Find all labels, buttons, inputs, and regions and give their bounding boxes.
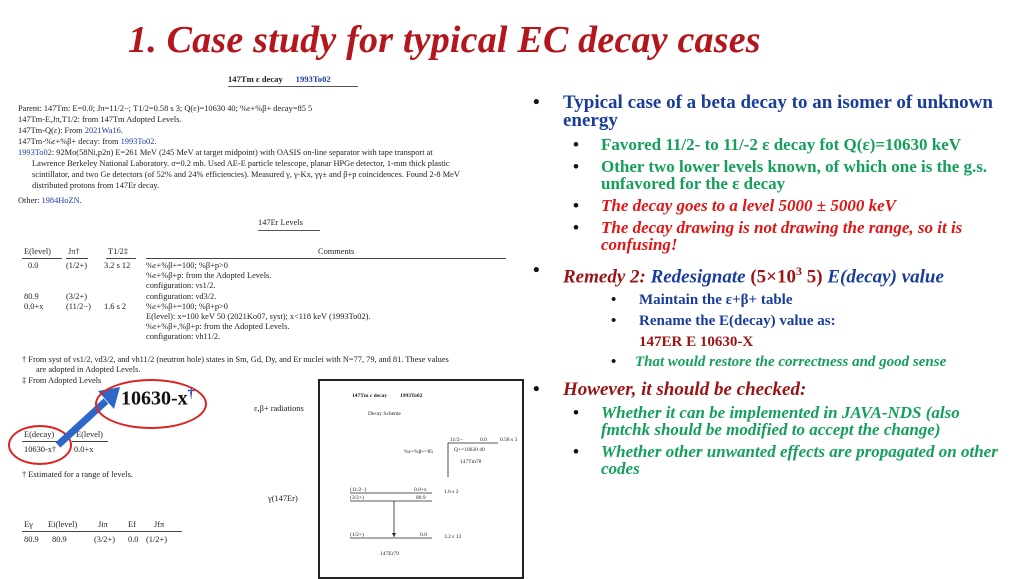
gcol-eilevel: Ei(level) [48,520,78,529]
footnote-1: † From syst of νs1/2, νd3/2, and νh11/2 (neutron hole) states in Sm, Gd, Dy, and Er nuclei with N=77, 79, and 81. These values [22,355,449,364]
bullet-2-edecay: E(decay) value [827,266,944,288]
bullet-dot-icon: • [573,218,579,237]
row2-elevel: 80.9 [24,292,39,301]
bullet-1-sub-3 [533,197,1008,214]
row3-elevel: 0.0+x [24,302,44,311]
inset-lvl3-j: (1/2+) [350,532,364,538]
bullet-dot-icon: • [573,196,579,215]
col-elevel: E(level) [24,247,51,256]
gcol-jf: Jfπ [154,520,165,529]
bullet-2-sub-2-text: Rename the E(decay) value as: [639,313,836,330]
bullet-dot-icon: • [611,354,617,371]
inset-parent-t: 0.58 s 3 [500,437,518,443]
inset-daughter-nuc: 147Er79 [380,551,399,557]
bullet-1-sub-4 [533,219,1008,253]
inset-scheme-title: Decay Scheme [368,411,401,417]
callout-value [121,386,195,411]
doc-line-5-text: : 92Mo(58Ni,p2n) E=261 MeV (245 MeV at target midpoint) with OASIS on-line separator with tape transport at [51,148,433,157]
row1-jpi: (1/2+) [66,261,88,270]
bullet-1-text: Typical case of a beta decay to an isomer of unknown energy [563,92,993,131]
row1-comment-2: %ε+%β+p: from the Adopted Levels. [146,271,272,280]
doc-line-3: 147Tm-Q(ε): From 2021Wa16. [18,126,123,135]
bullet-2-range-end: 5) [806,266,823,288]
ref-link[interactable]: 1993To02 [18,148,52,157]
inset-lvl3-e: 0.0 [420,532,427,538]
callout-mark: † [187,386,195,401]
footnote-1b: are adopted in Adopted Levels. [36,365,141,374]
gamma-label: γ(147Er) [268,494,298,503]
gval-ji: (3/2+) [94,535,116,544]
bullet-3 [533,380,1008,400]
parent-line: Parent: 147Tm: E=0.0; Jπ=11/2−; T1/2=0.58 s 3; Q(ε)=10630 40; %ε+%β+ decay=85 5 [18,104,313,113]
bullet-list [533,94,1008,477]
slide-title: 1. Case study for typical EC decay cases [128,19,761,61]
footnote-2: ‡ From Adopted Levels [22,376,102,385]
elevel-value: 0.0+x [74,445,94,454]
levels-title: 147Er Levels [258,218,303,227]
doc-other-line: Other: 1984HoZN. [18,196,82,205]
bullet-2-code-line [533,333,1008,351]
bullet-1-sub-2 [533,158,1008,192]
inset-parent-e: 0.0 [480,437,487,443]
inset-q-value: Q+=10630 40 [454,447,485,453]
bullet-1-sub-1-text: Favored 11/2- to 11/-2 ε decay fot Q(ε)=10630 keV [601,135,962,154]
ref-link[interactable]: 2021Wa16 [84,126,121,135]
bullet-dot-icon: • [533,379,540,401]
bullet-2-sub-4-text: That would restore the correctness and good sense [635,354,947,371]
bullet-dot-icon: • [573,403,579,423]
row1-comment-1: %ε+%β+=100; %β+p>0 [146,261,228,270]
decay-scheme-inset [318,379,524,579]
gval-egamma: 80.9 [24,535,39,544]
col-jpi: Jπ† [68,247,80,256]
bullet-2-sub-1-text: Maintain the ε+β+ table [639,292,793,309]
bullet-2-exponent: 3 [795,264,802,278]
col-edecay: E(decay) [24,430,55,439]
bullet-2-sub-4 [533,354,1008,370]
gcol-egamma: Eγ [24,520,33,529]
ref-link[interactable]: 1993To02 [120,137,155,146]
gval-jf: (1/2+) [146,535,168,544]
inset-header: 147Tm ε decay [352,393,388,399]
bullet-1-sub-1 [533,136,1008,153]
bullet-dot-icon: • [573,442,579,462]
row3-comment-4: configuration: νh11/2. [146,332,221,341]
bullet-dot-icon: • [611,313,617,330]
callout-value-text: 10630-x [121,387,188,410]
row3-comment-3: %ε+%β+,%β+p: from the Adopted Levels. [146,322,290,331]
bullet-dot-icon: • [533,260,540,281]
edecay-value: 10630-x† [24,445,57,454]
ref-link[interactable]: 1984HoZN [41,196,80,205]
bullet-3-sub-1 [533,404,1008,438]
row3-comment-2: E(level): x=100 keV 50 (2021Ko07, syst); x<118 keV (1993To02). [146,312,371,321]
bullet-2-code-text: 147ER E 10630-X [639,334,754,351]
col-thalf: T1/2‡ [108,247,129,256]
row3-jpi: (11/2−) [66,302,91,311]
row3-comment-1: %ε+%β+=100; %β+p>0 [146,302,228,311]
bullet-3-sub-2-text: Whether other unwanted effects are propagated on other codes [601,442,998,479]
gcol-ji: Jiπ [98,520,108,529]
inset-lvl1-e: 0.0+x [414,487,427,493]
inset-lvl3-t: 3.2 s 12 [444,534,462,540]
bullet-2-sub-1 [533,291,1008,309]
bullet-1-sub-2-text: Other two lower levels known, of which one is the g.s. unfavored for the ε decay [601,157,988,193]
inset-lvl2-j: (3/2+) [350,495,364,501]
inset-branch: %ε+%β+=85 [404,449,434,455]
doc-line-5 [18,148,433,159]
doc-line-6: Lawrence Berkeley National Laboratory. σ=0.2 mb. Used AE-E particle telescope, planar HPGe detector, 1-mm thick plastic [32,159,450,168]
bullet-3-sub-1-text: Whether it can be implemented in JAVA-NDS (also fmtchk should be modified to accept the change) [601,403,960,440]
gcol-ef: Ef [128,520,136,529]
gval-ef: 0.0 [128,535,139,544]
doc-line-7: scintillator, and two Ge detectors (of 52% and 24% efficiencies). Measured γ, γ-Kx, γγ± and β+p coincidences. Found 2-8 MeV [32,170,460,179]
bullet-2-sub-2 [533,312,1008,330]
bullet-dot-icon: • [573,135,579,154]
doc-line-2: 147Tm-E,Jπ,T1/2: from 147Tm Adopted Levels. [18,115,182,124]
bullet-3-sub-2 [533,443,1008,477]
bullet-2-remedy: Remedy 2: [563,266,646,288]
row3-thalf: 1.6 s 2 [104,302,127,311]
bullet-1-sub-4-text: The decay drawing is not drawing the range, so it is confusing! [601,218,963,254]
decay-scheme-drawing [320,381,522,577]
bullet-3-text: However, it should be checked: [563,379,807,401]
doc-line-4-text: 147Tm-%ε+%β+ decay: from [18,137,119,146]
bullet-1 [533,94,1008,130]
inset-ref: 1993To02 [400,393,423,399]
inset-parent-jpi: 11/2− [450,437,463,443]
radiations-label: ε,β+ radiations [254,404,304,413]
gval-eilevel: 80.9 [52,535,67,544]
col-comments: Comments [318,247,355,256]
inset-lvl1-t: 1.6 s 2 [444,489,459,495]
inset-lvl2-e: 80.9 [416,495,426,501]
row2-jpi: (3/2+) [66,292,88,301]
dataset-header-ref[interactable]: 1993To02 [295,74,331,84]
bullet-2 [533,261,1008,287]
row1-thalf: 3.2 s 12 [104,261,131,270]
doc-line-4: 147Tm-%ε+%β+ decay: from 1993To02. [18,137,157,146]
inset-lvl1-j: (11/2−) [350,487,367,493]
doc-line-3-text: 147Tm-Q(ε): From [18,126,83,135]
bullet-1-sub-3-text: The decay goes to a level 5000 ± 5000 keV [601,196,896,215]
row1-elevel: 0.0 [28,261,39,270]
bullet-2-range: (5×10 [750,266,796,288]
dataset-header [228,74,331,85]
bullet-2-redesignate: Redesignate [650,266,746,288]
row1-comment-3: configuration: νs1/2. [146,281,216,290]
inset-parent-nuc: 147Tm78 [460,459,482,465]
footnote-3: † Estimated for a range of levels. [22,470,133,479]
dataset-header-nuclide: 147Tm ε decay [228,74,283,84]
col-elevel-2: E(level) [76,430,103,439]
bullet-dot-icon: • [611,292,617,309]
doc-other-prefix: Other: [18,196,40,205]
bullet-dot-icon: • [533,92,540,113]
row2-comment-1: configuration: νd3/2. [146,292,217,301]
doc-line-8: distributed protons from 147Er decay. [32,181,160,190]
bullet-dot-icon: • [573,157,579,176]
